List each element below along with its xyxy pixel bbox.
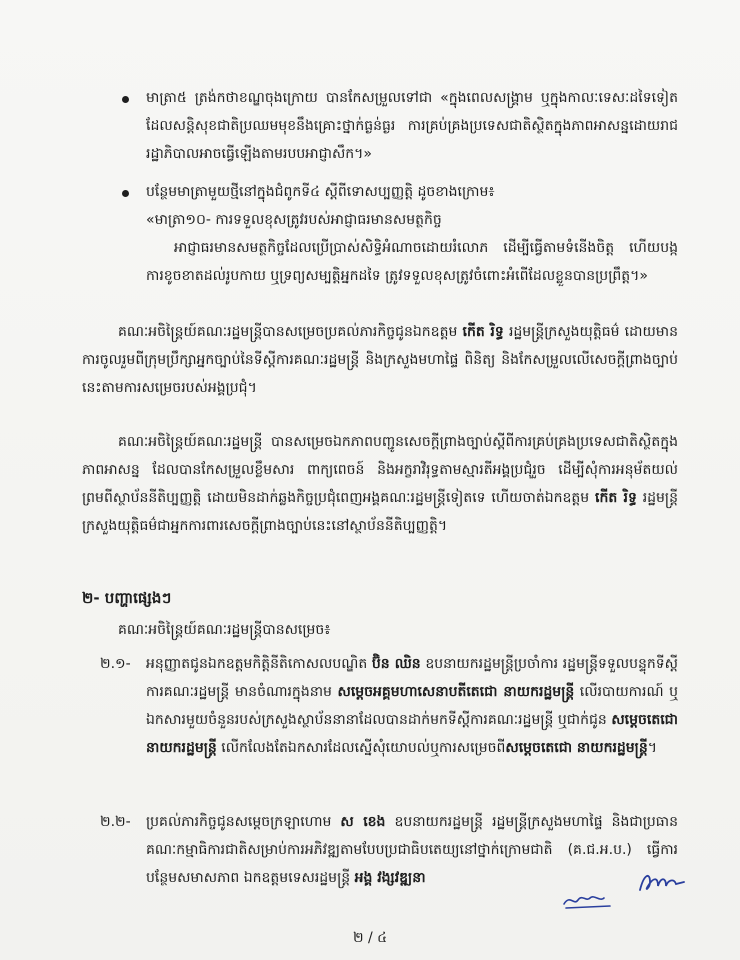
item-2-1-text — [146, 650, 678, 762]
item21-t1: អនុញ្ញាតជូនឯកឧត្តមកិត្តិនីតិកោសលបណ្ឌិត — [146, 656, 372, 672]
item21-t3: លើរបាយការណ៍ ឬឯកសារមួយចំនួនរបស់ក្រសួងស្ថាប័ននានាដែលបានដាក់មកទីស្តីការគណៈរដ្ឋមន្ត្រី ឬជាក់ជូន — [146, 684, 678, 728]
item22-t2: ឧបនាយករដ្ឋមន្ត្រី រដ្ឋមន្ត្រីក្រសួងមហាផ្ទៃ និងជាប្រធានគណៈកម្មាធិការជាតិសម្រាប់ការអភិវឌ្ឍតាមបែបប្រជាធិបតេយ្យនៅថ្នាក់ក្រោមជាតិ (គ.ជ.អ.ប.) ធ្វើការបន្ថែមសមាសភាព ឯកឧត្តមទេសរដ្ឋមន្ត្រី — [146, 814, 679, 886]
page-number: ២ / ៤ — [352, 930, 388, 946]
section-2-intro: គណៈអចិន្ត្រៃយ៍គណៈរដ្ឋមន្ត្រីបានសម្រេច៖ — [118, 622, 331, 638]
handwritten-signature — [560, 888, 616, 914]
minister-name: កើត រិទ្ធ — [595, 490, 637, 506]
para2-pre: គណៈអចិន្ត្រៃយ៍គណៈរដ្ឋមន្ត្រី បានសម្រេចឯកភាពបញ្ជូនសេចក្តីព្រាងច្បាប់ស្តីពីការគ្រប់គ្រងប្រទេសជាតិស្ថិតក្នុងភាពអាសន្ន ដែលបានកែសម្រួលខ្លឹមសារ ពាក្យពេចន៍ និងអក្ខរាវិរុទ្ធតាមស្មារតីអង្គប្រជុំរួច ដើម្បីសុំការអនុម័តយល់ព្រមពីស្ថាប័ននីតិប្បញ្ញត្តិ ដោយមិនដាក់ឆ្លងកិច្ចប្រជុំពេញអង្គគណៈរដ្ឋមន្ត្រីទៀតទេ ហើយចាត់ឯកឧត្តម — [82, 434, 678, 506]
deputy-pm-name: ប៊ិន ឈិន — [371, 656, 421, 672]
para2-post: រដ្ឋមន្ត្រីក្រសួងយុត្តិធម៌ជាអ្នកការពារសេចក្តីព្រាងច្បាប់នេះនៅស្ថាប័ននីតិប្បញ្ញត្តិ។ — [82, 490, 678, 534]
item-2-1-number: ២.១- — [100, 656, 131, 672]
minister-name: កើត រិទ្ធ — [462, 324, 504, 340]
bullet-2-text: បន្ថែមមាត្រាមួយថ្មីនៅក្នុងជំពូកទី៤ ស្តីពីទោសប្បញ្ញត្តិ ដូចខាងក្រោម៖ — [146, 184, 495, 200]
article-10-title: «មាត្រា១០- ការទទួលខុសត្រូវរបស់អាជ្ញាធរមានសមត្ថកិច្ច — [146, 212, 442, 228]
section-2-heading: ២- បញ្ហាផ្សេងៗ — [82, 589, 172, 607]
decision-paragraph-2 — [82, 428, 678, 540]
item-2-2-text — [146, 808, 678, 892]
para1-post: រដ្ឋមន្ត្រីក្រសួងយុត្តិធម៌ ដោយមានការចូលរួមពីក្រុមប្រឹក្សាអ្នកច្បាប់នៃទីស្តីការគណៈរដ្ឋមន្ត្រី និងក្រសួងមហាផ្ទៃ ពិនិត្យ និងកែសម្រួលលើសេចក្តីព្រាងច្បាប់នេះតាមការសម្រេចរបស់អង្គប្រជុំ។ — [82, 324, 678, 396]
pm-title: សម្តេចតេជោ នាយករដ្ឋមន្ត្រី — [146, 712, 678, 756]
minister-name: អង្គ វង្សវឌ្ឍនា — [354, 870, 426, 886]
pm-title: សម្តេចតេជោ នាយករដ្ឋមន្ត្រី — [505, 740, 648, 756]
para1-pre: គណៈអចិន្ត្រៃយ៍គណៈរដ្ឋមន្ត្រីបានសម្រេចប្រគល់ភារកិច្ចជូនឯកឧត្តម — [118, 324, 463, 340]
decision-paragraph-1 — [82, 318, 678, 402]
item21-t5: ។ — [647, 740, 657, 756]
pm-title: សម្តេចអគ្គមហាសេនាបតីតេជោ នាយករដ្ឋមន្ត្រី — [337, 684, 575, 700]
item21-t4: លើកលែងតែឯកសារដែលស្នើសុំយោបល់ឬការសម្រេចពី — [216, 740, 506, 756]
item21-t2: ឧបនាយករដ្ឋមន្ត្រីប្រចាំការ រដ្ឋមន្ត្រីទទួលបន្ទុកទីស្តីការគណៈរដ្ឋមន្ត្រី មានចំណារក្នុងនាម — [146, 656, 678, 700]
article-10-body: អាជ្ញាធរមានសមត្ថកិច្ចដែលប្រើប្រាស់សិទ្ធិអំណាចដោយរំលោភ ដើម្បីធ្វើតាមទំនើងចិត្ត ហើយបង្កការខូចខាតដល់រូបកាយ ឬទ្រព្យសម្បត្តិអ្នកដទៃ ត្រូវទទួលខុសត្រូវចំពោះអំពើដែលខ្លួនបានប្រព្រឹត្ត។» — [146, 240, 678, 284]
bullet-marker — [122, 190, 129, 197]
handwritten-initial-signature — [636, 868, 688, 898]
bullet-marker — [122, 96, 129, 103]
bullet-1-text: មាត្រា៥ ត្រង់កថាខណ្ឌចុងក្រោយ បានកែសម្រួលទៅជា «ក្នុងពេលសង្គ្រាម ឬក្នុងកាលៈទេសៈដទៃទៀតដែលសន្តិសុខជាតិប្រឈមមុខនឹងគ្រោះថ្នាក់ធ្ងន់ធ្ងរ ការគ្រប់គ្រងប្រទេសជាតិស្ថិតក្នុងភាពអាសន្នដោយរាជរដ្ឋាភិបាលអាចធ្វើឡើងតាមរបបអាជ្ញាសឹក។» — [146, 90, 678, 162]
item-2-2-number: ២.២- — [100, 814, 131, 830]
deputy-pm-name: ស ខេង — [340, 814, 386, 830]
item22-t1: ប្រគល់ភារកិច្ចជូនសម្តេចក្រឡាហោម — [146, 814, 341, 830]
